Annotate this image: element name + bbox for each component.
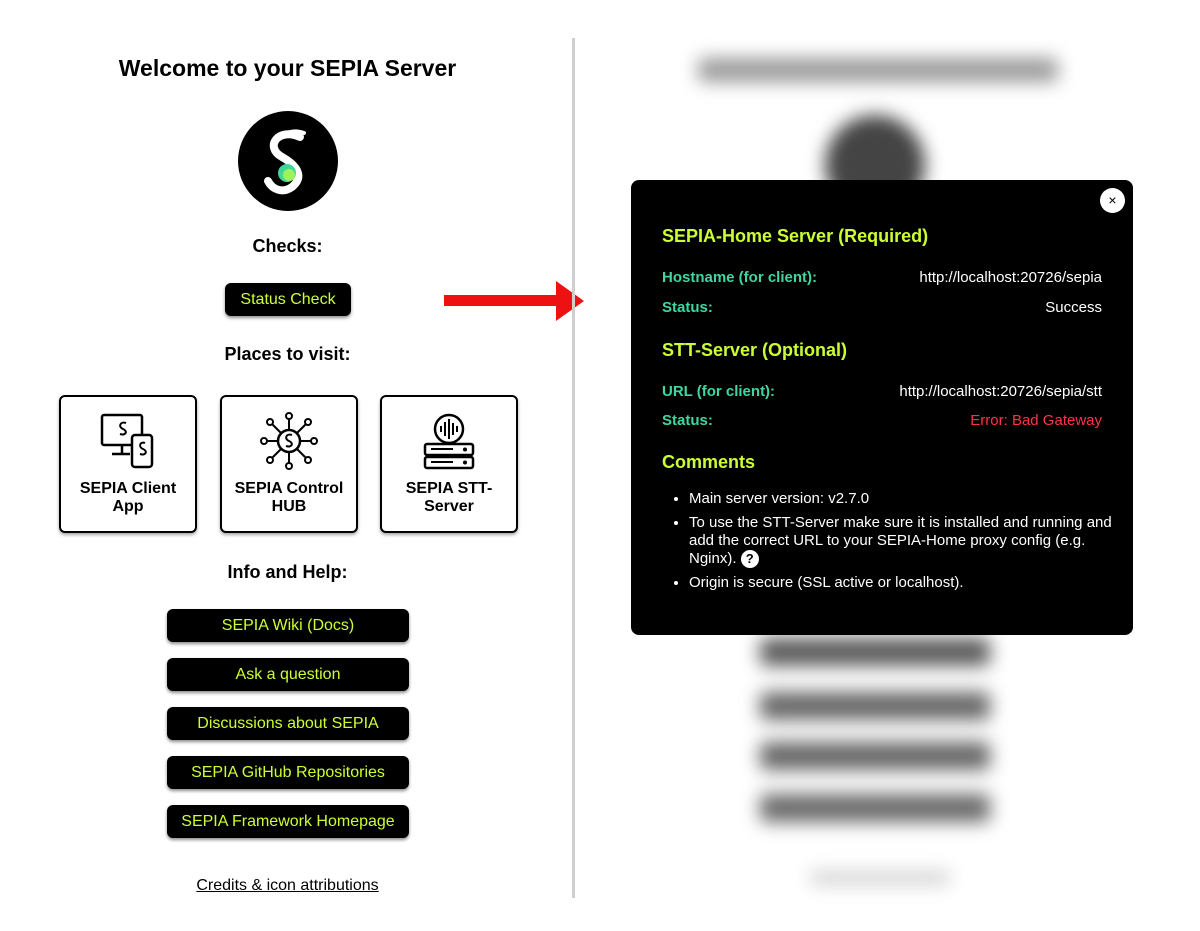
wiki-docs-button[interactable]: SEPIA Wiki (Docs) xyxy=(167,609,409,642)
status-check-dialog xyxy=(631,180,1133,635)
client-app-tile[interactable] xyxy=(59,395,197,533)
comments-list xyxy=(662,490,1134,598)
checks-heading: Checks: xyxy=(252,236,323,256)
comments-heading: Comments xyxy=(662,452,756,472)
control-hub-tile[interactable] xyxy=(220,395,358,533)
client-app-label: SEPIA Client App xyxy=(79,480,177,515)
sepia-logo-icon xyxy=(238,111,338,211)
blurred-button xyxy=(760,794,990,822)
discussions-button[interactable]: Discussions about SEPIA xyxy=(167,707,409,740)
places-heading: Places to visit: xyxy=(224,344,351,364)
blurred-button xyxy=(760,638,990,666)
divider xyxy=(572,38,575,898)
start-page xyxy=(0,0,575,931)
stt-server-heading: STT-Server (Optional) xyxy=(662,340,848,360)
status-check-button[interactable]: Status Check xyxy=(225,283,351,316)
client-app-icon xyxy=(98,411,158,471)
stt-status-value: Error: Bad Gateway xyxy=(970,412,1102,429)
blurred-button xyxy=(760,692,990,720)
home-status-value: Success xyxy=(1045,299,1102,316)
stt-server-tile[interactable] xyxy=(380,395,518,533)
framework-homepage-button[interactable]: SEPIA Framework Homepage xyxy=(167,805,409,838)
comment-item: • Origin is secure (SSL active or localhost). xyxy=(689,574,1134,592)
credits-link[interactable]: Credits & icon attributions xyxy=(196,877,379,894)
stt-server-icon xyxy=(419,411,479,471)
blurred-title xyxy=(698,58,1058,82)
home-server-heading: SEPIA-Home Server (Required) xyxy=(662,226,929,246)
hostname-value: http://localhost:20726/sepia xyxy=(919,269,1102,286)
help-icon[interactable]: ? xyxy=(741,550,759,568)
home-status-label: Status: xyxy=(662,299,713,316)
stt-url-label: URL (for client): xyxy=(662,383,776,400)
ask-question-button[interactable]: Ask a question xyxy=(167,658,409,691)
comment-item: • Main server version: v2.7.0 xyxy=(689,490,1134,508)
stt-server-label: SEPIA STT-Server xyxy=(405,480,493,515)
page-title: Welcome to your SEPIA Server xyxy=(118,55,457,81)
info-heading: Info and Help: xyxy=(227,562,348,582)
comment-item: • To use the STT-Server make sure it is installed and running and add the correct URL to your SEPIA-Home proxy config (e.g. Nginx). ? xyxy=(689,514,1134,568)
close-button[interactable]: × xyxy=(1100,188,1125,213)
github-repositories-button[interactable]: SEPIA GitHub Repositories xyxy=(167,756,409,789)
red-arrow-icon xyxy=(444,281,584,321)
control-hub-label: SEPIA Control HUB xyxy=(234,480,344,515)
blurred-button xyxy=(760,742,990,770)
stt-url-value: http://localhost:20726/sepia/stt xyxy=(899,383,1102,400)
control-hub-icon xyxy=(259,411,319,471)
blurred-link xyxy=(810,872,950,884)
hostname-label: Hostname (for client): xyxy=(662,269,818,286)
stt-status-label: Status: xyxy=(662,412,713,429)
